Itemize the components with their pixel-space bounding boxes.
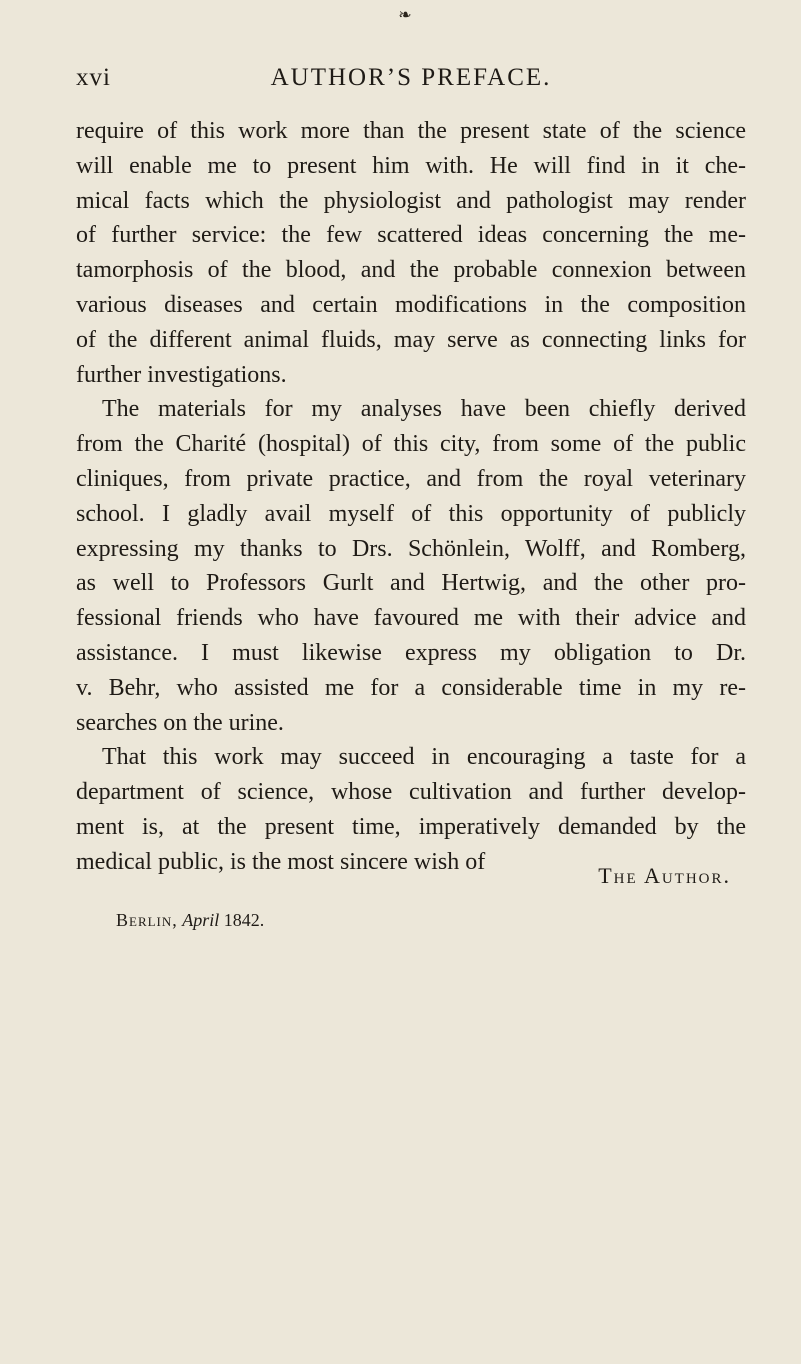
paragraph xyxy=(76,740,746,879)
text-line: searches on the urine. xyxy=(76,709,284,736)
text-line: further investigations. xyxy=(76,361,287,388)
paragraph xyxy=(76,392,746,740)
text-line: mical facts which the physiologist and pathologist may render xyxy=(76,187,746,214)
text-line: various diseases and certain modifications in the composition xyxy=(76,291,746,318)
text-line: department of science, whose cultivation and further develop- xyxy=(76,779,746,806)
dateline-year: 1842. xyxy=(223,910,265,930)
text-line: school. I gladly avail myself of this opportunity of publicly xyxy=(76,500,746,527)
body-text xyxy=(76,114,746,880)
page-number: xvi xyxy=(76,64,111,91)
text-line: v. Behr, who assisted me for a considerable time in my re- xyxy=(76,674,746,701)
text-line: of the different animal fluids, may serve as connecting links for xyxy=(76,326,746,353)
dateline xyxy=(116,910,264,931)
page-title: AUTHOR’S PREFACE. xyxy=(270,64,552,91)
text-line: fessional friends who have favoured me with their advice and xyxy=(76,605,746,632)
running-head xyxy=(76,64,746,100)
dateline-place: Berlin, xyxy=(116,910,178,930)
text-line: require of this work more than the present state of the science xyxy=(76,118,746,144)
text-line: expressing my thanks to Drs. Schönlein, Wolff, and Romberg, xyxy=(76,535,746,562)
text-line: tamorphosis of the blood, and the probable connexion between xyxy=(76,257,746,284)
text-line: as well to Professors Gurlt and Hertwig, and the other pro- xyxy=(76,570,746,597)
paragraph xyxy=(76,114,746,392)
text-line: of further service: the few scattered ideas concerning the me- xyxy=(76,222,746,249)
text-line: assistance. I must likewise express my obligation to Dr. xyxy=(76,639,746,666)
text-line: That this work may succeed in encouraging a taste for a xyxy=(102,744,746,771)
text-line: medical public, is the most sincere wish of xyxy=(76,848,486,875)
text-line: will enable me to present him with. He will find in it che- xyxy=(76,152,746,179)
signature: The Author. xyxy=(598,863,731,888)
text-line: from the Charité (hospital) of this city, from some of the public xyxy=(76,431,746,458)
ornament-icon: ❧ xyxy=(398,7,412,24)
dateline-month: April xyxy=(182,910,220,930)
text-line: The materials for my analyses have been chiefly derived xyxy=(102,396,746,423)
text-line: ment is, at the present time, imperatively demanded by the xyxy=(76,813,746,840)
text-line: cliniques, from private practice, and from the royal veterinary xyxy=(76,465,746,492)
